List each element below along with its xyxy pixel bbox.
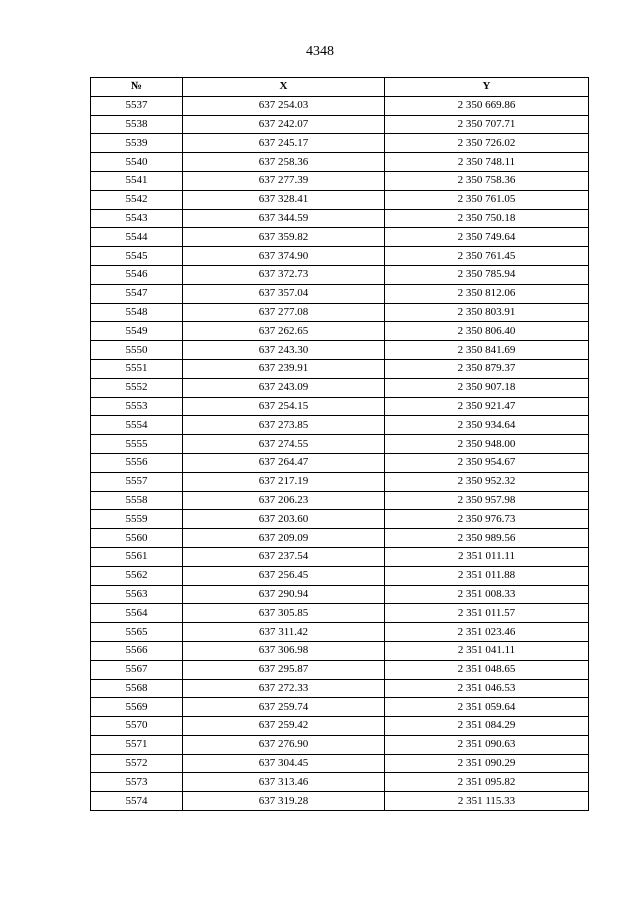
- table-row: [91, 453, 589, 472]
- x-coordinate-cell: 637 264.47: [183, 453, 385, 472]
- y-coordinate-cell: 2 351 011.11: [385, 547, 589, 566]
- point-number-cell: 5546: [91, 265, 183, 284]
- point-number-cell: 5553: [91, 397, 183, 416]
- table-row: [91, 623, 589, 642]
- point-number-cell: 5565: [91, 623, 183, 642]
- x-coordinate-cell: 637 277.39: [183, 171, 385, 190]
- y-coordinate-cell: 2 351 059.64: [385, 698, 589, 717]
- x-coordinate-cell: 637 311.42: [183, 623, 385, 642]
- table-row: [91, 641, 589, 660]
- y-coordinate-cell: 2 350 879.37: [385, 359, 589, 378]
- x-coordinate-cell: 637 359.82: [183, 228, 385, 247]
- x-coordinate-cell: 637 274.55: [183, 435, 385, 454]
- point-number-cell: 5557: [91, 472, 183, 491]
- header-row: [91, 78, 589, 97]
- table-row: [91, 153, 589, 172]
- point-number-cell: 5550: [91, 341, 183, 360]
- table-row: [91, 660, 589, 679]
- table-body: [91, 96, 589, 810]
- table-row: [91, 566, 589, 585]
- y-coordinate-cell: 2 350 989.56: [385, 529, 589, 548]
- table-row: [91, 190, 589, 209]
- y-coordinate-cell: 2 350 812.06: [385, 284, 589, 303]
- y-coordinate-cell: 2 350 934.64: [385, 416, 589, 435]
- x-coordinate-cell: 637 304.45: [183, 754, 385, 773]
- header-x: X: [183, 78, 385, 97]
- y-coordinate-cell: 2 350 841.69: [385, 341, 589, 360]
- table-row: [91, 510, 589, 529]
- point-number-cell: 5571: [91, 735, 183, 754]
- y-coordinate-cell: 2 350 761.45: [385, 247, 589, 266]
- x-coordinate-cell: 637 305.85: [183, 604, 385, 623]
- y-coordinate-cell: 2 350 749.64: [385, 228, 589, 247]
- table-row: [91, 303, 589, 322]
- point-number-cell: 5543: [91, 209, 183, 228]
- table-row: [91, 397, 589, 416]
- x-coordinate-cell: 637 273.85: [183, 416, 385, 435]
- point-number-cell: 5541: [91, 171, 183, 190]
- x-coordinate-cell: 637 259.42: [183, 717, 385, 736]
- point-number-cell: 5548: [91, 303, 183, 322]
- y-coordinate-cell: 2 350 806.40: [385, 322, 589, 341]
- point-number-cell: 5559: [91, 510, 183, 529]
- x-coordinate-cell: 637 372.73: [183, 265, 385, 284]
- x-coordinate-cell: 637 254.15: [183, 397, 385, 416]
- x-coordinate-cell: 637 243.30: [183, 341, 385, 360]
- point-number-cell: 5547: [91, 284, 183, 303]
- x-coordinate-cell: 637 254.03: [183, 96, 385, 115]
- table-row: [91, 717, 589, 736]
- table-row: [91, 378, 589, 397]
- y-coordinate-cell: 2 351 048.65: [385, 660, 589, 679]
- y-coordinate-cell: 2 350 952.32: [385, 472, 589, 491]
- table-row: [91, 735, 589, 754]
- x-coordinate-cell: 637 306.98: [183, 641, 385, 660]
- x-coordinate-cell: 637 313.46: [183, 773, 385, 792]
- table-row: [91, 585, 589, 604]
- table-row: [91, 547, 589, 566]
- point-number-cell: 5567: [91, 660, 183, 679]
- y-coordinate-cell: 2 350 921.47: [385, 397, 589, 416]
- table-row: [91, 247, 589, 266]
- point-number-cell: 5568: [91, 679, 183, 698]
- y-coordinate-cell: 2 351 090.63: [385, 735, 589, 754]
- y-coordinate-cell: 2 350 707.71: [385, 115, 589, 134]
- x-coordinate-cell: 637 272.33: [183, 679, 385, 698]
- x-coordinate-cell: 637 262.65: [183, 322, 385, 341]
- point-number-cell: 5544: [91, 228, 183, 247]
- table-row: [91, 284, 589, 303]
- table-row: [91, 792, 589, 811]
- x-coordinate-cell: 637 243.09: [183, 378, 385, 397]
- table-row: [91, 698, 589, 717]
- x-coordinate-cell: 637 245.17: [183, 134, 385, 153]
- y-coordinate-cell: 2 351 090.29: [385, 754, 589, 773]
- point-number-cell: 5545: [91, 247, 183, 266]
- point-number-cell: 5572: [91, 754, 183, 773]
- x-coordinate-cell: 637 258.36: [183, 153, 385, 172]
- x-coordinate-cell: 637 206.23: [183, 491, 385, 510]
- point-number-cell: 5562: [91, 566, 183, 585]
- y-coordinate-cell: 2 351 046.53: [385, 679, 589, 698]
- point-number-cell: 5551: [91, 359, 183, 378]
- table-row: [91, 115, 589, 134]
- header-y: Y: [385, 78, 589, 97]
- x-coordinate-cell: 637 242.07: [183, 115, 385, 134]
- table-row: [91, 265, 589, 284]
- page-number: 4348: [306, 44, 334, 59]
- y-coordinate-cell: 2 351 023.46: [385, 623, 589, 642]
- x-coordinate-cell: 637 203.60: [183, 510, 385, 529]
- y-coordinate-cell: 2 350 957.98: [385, 491, 589, 510]
- point-number-cell: 5570: [91, 717, 183, 736]
- y-coordinate-cell: 2 350 750.18: [385, 209, 589, 228]
- y-coordinate-cell: 2 350 669.86: [385, 96, 589, 115]
- y-coordinate-cell: 2 350 758.36: [385, 171, 589, 190]
- table-row: [91, 96, 589, 115]
- point-number-cell: 5540: [91, 153, 183, 172]
- x-coordinate-cell: 637 209.09: [183, 529, 385, 548]
- y-coordinate-cell: 2 350 748.11: [385, 153, 589, 172]
- point-number-cell: 5569: [91, 698, 183, 717]
- point-number-cell: 5556: [91, 453, 183, 472]
- table-header: [91, 78, 589, 97]
- y-coordinate-cell: 2 351 095.82: [385, 773, 589, 792]
- point-number-cell: 5560: [91, 529, 183, 548]
- x-coordinate-cell: 637 259.74: [183, 698, 385, 717]
- point-number-cell: 5561: [91, 547, 183, 566]
- y-coordinate-cell: 2 351 041.11: [385, 641, 589, 660]
- x-coordinate-cell: 637 328.41: [183, 190, 385, 209]
- table-row: [91, 322, 589, 341]
- y-coordinate-cell: 2 351 008.33: [385, 585, 589, 604]
- y-coordinate-cell: 2 350 948.00: [385, 435, 589, 454]
- y-coordinate-cell: 2 350 803.91: [385, 303, 589, 322]
- point-number-cell: 5558: [91, 491, 183, 510]
- y-coordinate-cell: 2 351 011.88: [385, 566, 589, 585]
- y-coordinate-cell: 2 350 907.18: [385, 378, 589, 397]
- y-coordinate-cell: 2 351 011.57: [385, 604, 589, 623]
- table-row: [91, 491, 589, 510]
- point-number-cell: 5554: [91, 416, 183, 435]
- point-number-cell: 5574: [91, 792, 183, 811]
- x-coordinate-cell: 637 344.59: [183, 209, 385, 228]
- x-coordinate-cell: 637 256.45: [183, 566, 385, 585]
- y-coordinate-cell: 2 350 785.94: [385, 265, 589, 284]
- x-coordinate-cell: 637 374.90: [183, 247, 385, 266]
- x-coordinate-cell: 637 217.19: [183, 472, 385, 491]
- point-number-cell: 5573: [91, 773, 183, 792]
- x-coordinate-cell: 637 237.54: [183, 547, 385, 566]
- point-number-cell: 5564: [91, 604, 183, 623]
- y-coordinate-cell: 2 350 726.02: [385, 134, 589, 153]
- point-number-cell: 5552: [91, 378, 183, 397]
- table-row: [91, 604, 589, 623]
- point-number-cell: 5563: [91, 585, 183, 604]
- y-coordinate-cell: 2 351 084.29: [385, 717, 589, 736]
- point-number-cell: 5537: [91, 96, 183, 115]
- x-coordinate-cell: 637 290.94: [183, 585, 385, 604]
- point-number-cell: 5549: [91, 322, 183, 341]
- x-coordinate-cell: 637 239.91: [183, 359, 385, 378]
- table-row: [91, 134, 589, 153]
- x-coordinate-cell: 637 295.87: [183, 660, 385, 679]
- header-number: №: [91, 78, 183, 97]
- table-row: [91, 754, 589, 773]
- coordinates-table: [90, 77, 589, 811]
- table-row: [91, 209, 589, 228]
- point-number-cell: 5555: [91, 435, 183, 454]
- y-coordinate-cell: 2 350 976.73: [385, 510, 589, 529]
- table-row: [91, 416, 589, 435]
- point-number-cell: 5538: [91, 115, 183, 134]
- table-row: [91, 341, 589, 360]
- table-row: [91, 773, 589, 792]
- x-coordinate-cell: 637 276.90: [183, 735, 385, 754]
- point-number-cell: 5542: [91, 190, 183, 209]
- table-row: [91, 472, 589, 491]
- point-number-cell: 5566: [91, 641, 183, 660]
- table-row: [91, 435, 589, 454]
- table-row: [91, 529, 589, 548]
- y-coordinate-cell: 2 350 954.67: [385, 453, 589, 472]
- x-coordinate-cell: 637 277.08: [183, 303, 385, 322]
- table-row: [91, 679, 589, 698]
- table-row: [91, 359, 589, 378]
- table-row: [91, 228, 589, 247]
- x-coordinate-cell: 637 319.28: [183, 792, 385, 811]
- point-number-cell: 5539: [91, 134, 183, 153]
- x-coordinate-cell: 637 357.04: [183, 284, 385, 303]
- y-coordinate-cell: 2 351 115.33: [385, 792, 589, 811]
- y-coordinate-cell: 2 350 761.05: [385, 190, 589, 209]
- table-row: [91, 171, 589, 190]
